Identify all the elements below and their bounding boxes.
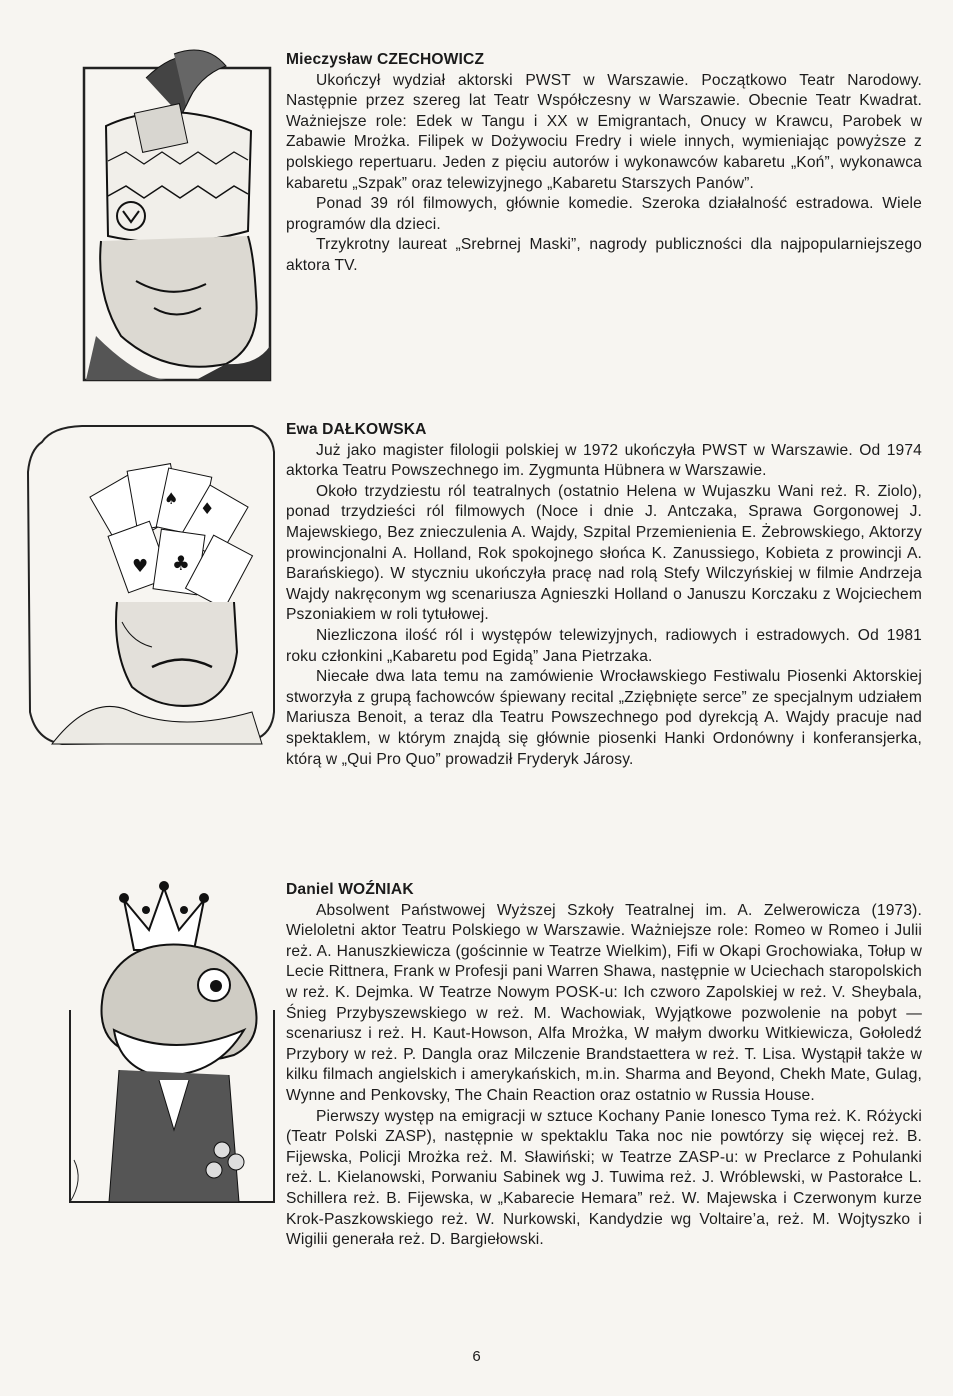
actor-name: [286, 50, 922, 71]
svg-text:♠: ♠: [164, 489, 179, 508]
actor-name: [286, 420, 922, 441]
bio-paragraph: Około trzydziestu ról teatralnych (ostatnio Helena w Wujaszku Wani reż. R. Ziolo), ponad trzydzieści ról filmowych (Noce i dnie J. Antczaka, Sprawa Gorgonowej J. Majewskiego, Bez znieczulenia A. Wajdy, Szpital Przemienienia E. Żebrowskiego, Aktorzy prowincjonalni A. Holland, Rok spokojnego słońca K. Zanussiego, Kobieta z prowincji A. Barańskiego). W styczniu ukończyła pracę nad rolą Stefy Wilczyńskiej w filmie Andrzeja Wajdy nakręconym wg scenariusza Agnieszki Holland o Januszu Korczaku z Wojciechem Pszoniakiem w roli tytułowej.: [286, 482, 922, 624]
bio-paragraph: Ponad 39 ról filmowych, głównie komedie. Szeroka działalność estradowa. Wiele programów dla dzieci.: [286, 195, 922, 233]
actor-last-name: WOŹNIAK: [338, 881, 414, 898]
bio-paragraph: Ukończył wydział aktorski PWST w Warszawie. Początkowo Teatr Narodowy. Następnie przez szereg lat Teatr Współczesny w Warszawie. Obecnie Teatr Kwadrat. Ważniejsze role: Edek w Tangu i XX w Emigrantach, Onucy w Krawcu, Parobek w Zabawie Mrożka. Filipek w Dożywociu Fredry i wiele innych, wymieniając powyższe z polskiego repertuaru. Jeden z pięciu autorów i wykonawców kabaretu „Koń”, wykonawca kabaretu „Szpak” oraz telewizyjnego „Kabaretu Starszych Panów”.: [286, 71, 922, 192]
actor-first-name: Mieczysław: [286, 51, 373, 68]
actor-last-name: DAŁKOWSKA: [322, 421, 427, 438]
caricature-fez-hat-icon: [76, 46, 278, 386]
bio-paragraph: Niezliczona ilość ról i występów telewizyjnych, radiowych i estradowych. Od 1981 roku członkini „Kabaretu pod Egidą” Jana Pietrzaka.: [286, 626, 922, 665]
actor-first-name: Daniel: [286, 881, 334, 898]
portrait-wozniak: [64, 880, 280, 1210]
bio-paragraph: Absolwent Państwowej Wyższej Szkoły Teatralnej im. A. Zelwerowicza (1973). Wieloletni aktor Teatru Polskiego w Warszawie. Ważniejsze role: Romeo w Romeo i Julii reż. A. Hanuszkiewicza (gościnnie w Teatrze Wielkim), Fifi w Okapi Grochowiaka, Tołup w Lecie Rittnera, Frank w Profesji pani Warren Shawa, następnie w Uciechach staropolskich w reż. K. Dejmka. W Teatrze Nowym POSK-u: Ich czworo Zapolskiej w reż. V. Sheybala, Śnieg Przybyszewskiego w reż. M. Wachowiak, Wyjątkowe pozwolenie na pobyt — scenariusz i reż. H. Kaut-Howson, Alfa Mrożka, W małym dworku Witkiewicza, Gołoledź Przybory w reż. P. Dangla oraz Milczenie Brandstaettera w reż. T. Lisa. Wystąpił także w kilku filmach angielskich i amerykańskich, m.in. Sharma and Beyond, Chekh Mate, Gulag, Wynne and Penkovsky, The Chain Reaction oraz ostatnio w Russia House.: [286, 901, 922, 1104]
actor-last-name: CZECHOWICZ: [376, 51, 485, 68]
caricature-frog-crown-icon: [64, 880, 280, 1210]
bio-dalkowska: [286, 420, 922, 770]
portrait-czechowicz: [76, 46, 278, 386]
actor-name: [286, 880, 922, 901]
svg-text:♣: ♣: [172, 551, 190, 575]
svg-text:♦: ♦: [200, 499, 215, 518]
caricature-playing-cards-icon: [22, 412, 280, 750]
actor-first-name: Ewa: [286, 421, 318, 438]
bio-paragraph: Niecałe dwa lata temu na zamówienie Wrocławskiego Festiwalu Piosenki Aktorskiej stworzyła z grupą fachowców śpiewany recital „Zziębnięte serce” ze specjalnym udziałem Mariusza Benoit, a teraz dla Teatru Powszechnego pod dyrekcją A. Wajdy pracuje nad spektaklem, w którym znajdą się głównie piosenki Hanki Ordonówny i konferansjerka, którą w „Qui Pro Quo” prowadził Fryderyk Járosy.: [286, 668, 922, 768]
page-number: 6: [472, 1348, 481, 1365]
bio-paragraph: Pierwszy występ na emigracji w sztuce Kochany Panie Ionesco Tyma reż. K. Różycki (Teatr Polski ZASP), następnie w spektaklu Taka noc nie powtórzy się więcej reż. B. Fijewska, Policji Mrożka reż. M. Sławiński; w Teatrze ZASP-u: w Preclarce z Pohulanki reż. L. Kielanowski, Porwaniu Sabinek wg J. Tuwima reż. J. Wróblewski, w Pastorałce L. Schillera reż. B. Fijewska, w „Kabarecie Hemara” reż. W. Majewska i Czerwonym kurze Krok-Paszkowskiego reż. W. Nurkowski, Kandydzie wg Voltaire’a, reż. M. Wojtyszko i Wigilii generała reż. D. Bargiełowski.: [286, 1107, 922, 1249]
bio-wozniak: [286, 880, 922, 1251]
portrait-dalkowska: [22, 412, 280, 750]
svg-text:♥: ♥: [132, 556, 149, 577]
bio-paragraph: Trzykrotny laureat „Srebrnej Maski”, nagrody publiczności dla najpopularniejszego aktora TV.: [286, 236, 922, 274]
bio-czechowicz: [286, 50, 922, 277]
bio-paragraph: Już jako magister filologii polskiej w 1972 ukończyła PWST w Warszawie. Od 1974 aktorka Teatru Powszechnego im. Zygmunta Hübnera w Warszawie.: [286, 441, 922, 480]
